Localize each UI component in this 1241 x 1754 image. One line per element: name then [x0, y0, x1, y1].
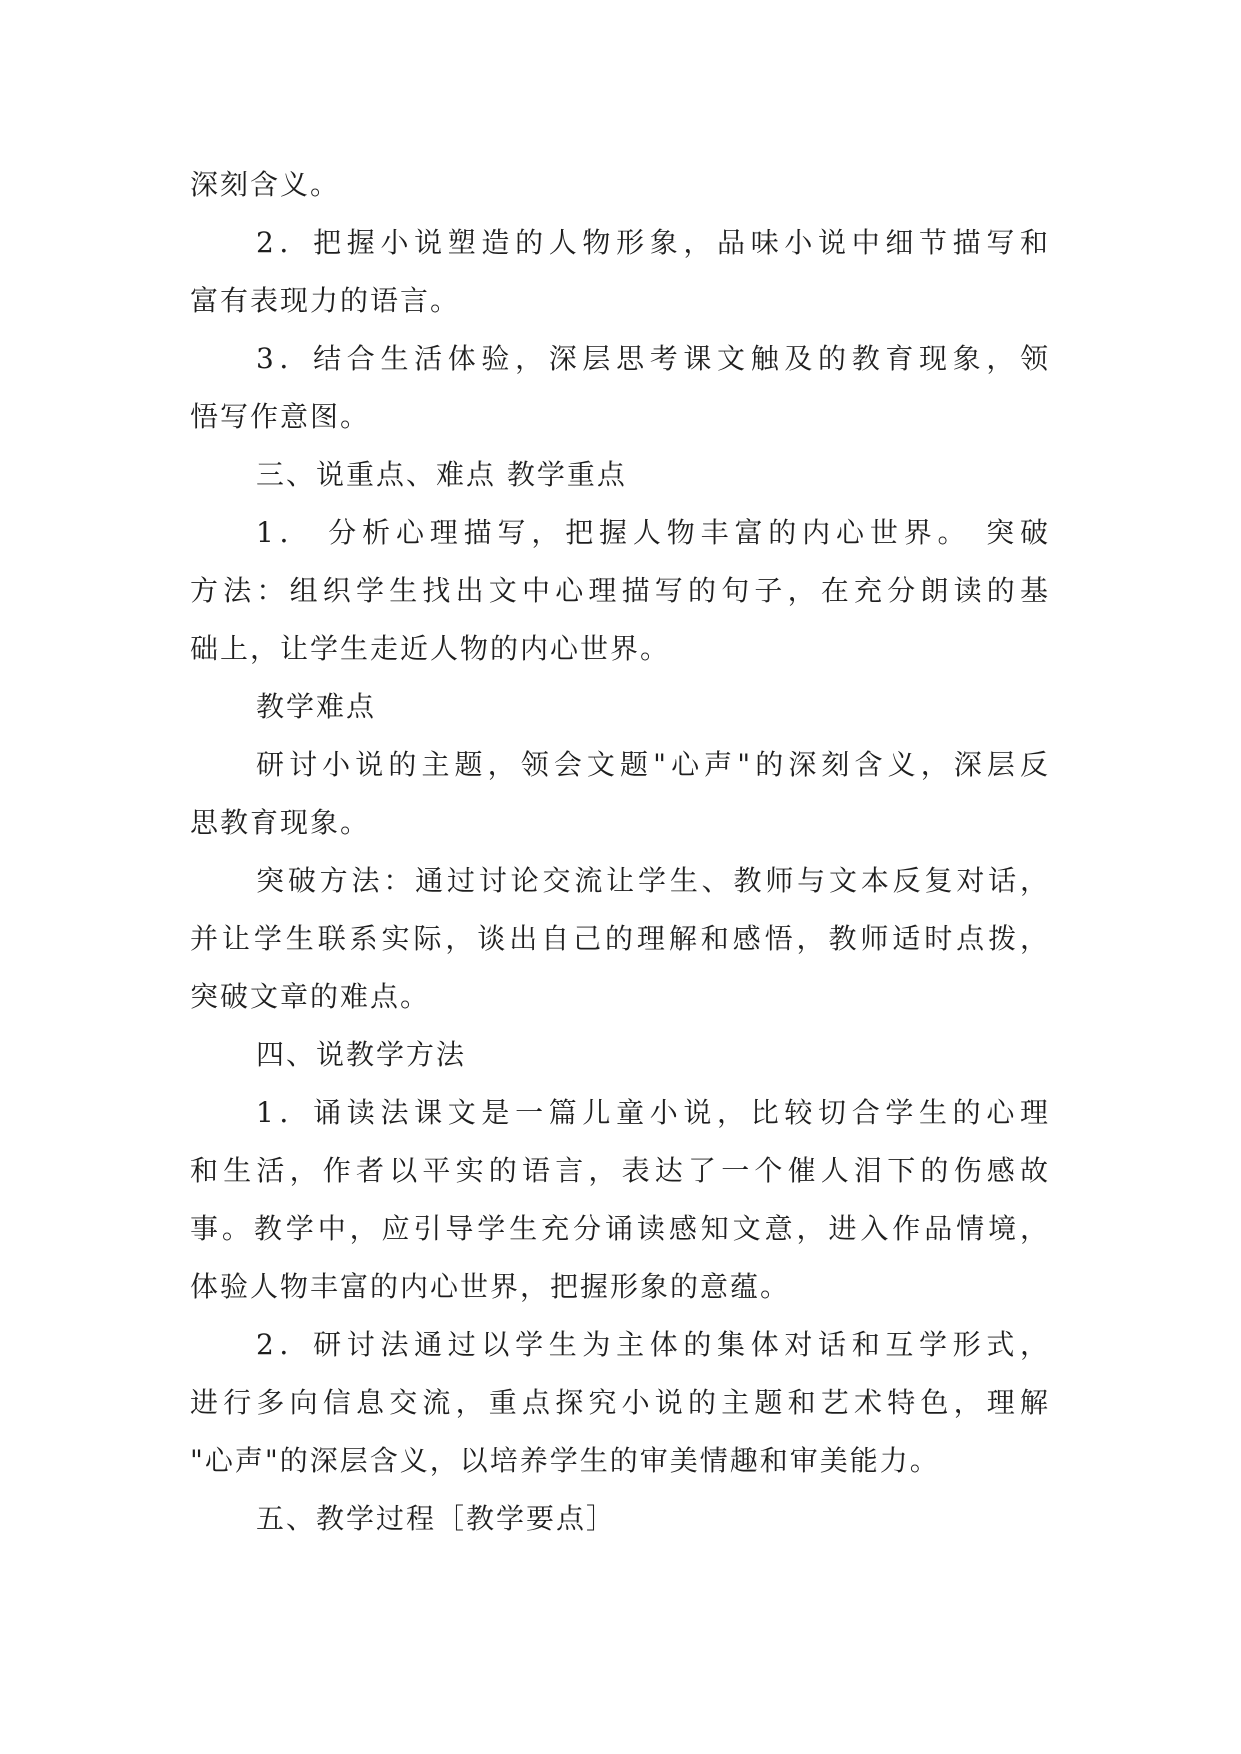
section-heading	[190, 446, 1050, 504]
text-line: 1．诵读法课文是一篇儿童小说，比较切合学生的心理	[256, 1096, 1050, 1129]
document-body	[190, 156, 1050, 1548]
text-line: 三、说重点、难点 教学重点	[256, 458, 627, 491]
section-heading	[190, 1026, 1050, 1084]
paragraph	[190, 1084, 1050, 1316]
paragraph	[190, 214, 1050, 330]
paragraph	[190, 736, 1050, 852]
text-line: "心声"的深层含义，以培养学生的审美情趣和审美能力。	[190, 1444, 940, 1477]
text-line: 四、说教学方法	[256, 1038, 467, 1071]
paragraph	[190, 1316, 1050, 1490]
text-line: 富有表现力的语言。	[190, 284, 461, 317]
sub-heading	[190, 678, 1050, 736]
text-line: 悟写作意图。	[190, 400, 371, 433]
text-line: 并让学生联系实际，谈出自己的理解和感悟，教师适时点拨，	[190, 922, 1050, 955]
paragraph	[190, 330, 1050, 446]
text-line: 思教育现象。	[190, 806, 371, 839]
text-line: 1． 分析心理描写，把握人物丰富的内心世界。 突破	[256, 516, 1050, 549]
text-line: 深刻含义。	[190, 168, 341, 201]
text-line: 方法：组织学生找出文中心理描写的句子，在充分朗读的基	[190, 574, 1050, 607]
text-line: 和生活，作者以平实的语言，表达了一个催人泪下的伤感故	[190, 1154, 1050, 1187]
text-line: 2．把握小说塑造的人物形象，品味小说中细节描写和	[256, 226, 1050, 259]
text-line: 教学难点	[256, 690, 377, 723]
text-line: 突破方法：通过讨论交流让学生、教师与文本反复对话，	[256, 864, 1050, 897]
paragraph	[190, 156, 1050, 214]
text-line: 3．结合生活体验，深层思考课文触及的教育现象，领	[256, 342, 1050, 375]
text-line: 础上，让学生走近人物的内心世界。	[190, 632, 671, 665]
text-line: 进行多向信息交流，重点探究小说的主题和艺术特色，理解	[190, 1386, 1050, 1419]
text-line: 事。教学中，应引导学生充分诵读感知文意，进入作品情境，	[190, 1212, 1050, 1245]
paragraph	[190, 504, 1050, 678]
text-line: 五、教学过程［教学要点］	[256, 1502, 617, 1535]
text-line: 突破文章的难点。	[190, 980, 431, 1013]
text-line: 体验人物丰富的内心世界，把握形象的意蕴。	[190, 1270, 791, 1303]
text-line: 2．研讨法通过以学生为主体的集体对话和互学形式，	[256, 1328, 1050, 1361]
text-line: 研讨小说的主题，领会文题"心声"的深刻含义，深层反	[256, 748, 1050, 781]
section-heading	[190, 1490, 1050, 1548]
paragraph	[190, 852, 1050, 1026]
